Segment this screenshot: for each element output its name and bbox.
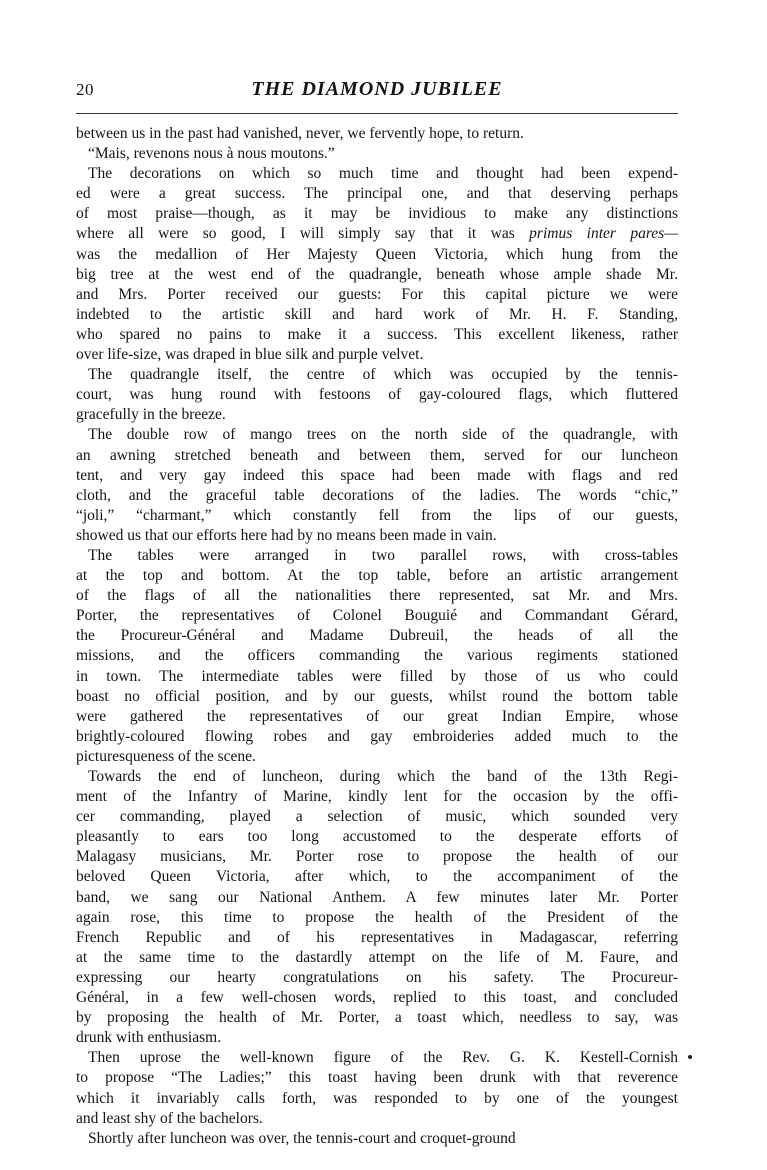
- page-header: [76, 74, 678, 104]
- text-line: Then uprose the well-known figure of the Rev. G. K. Kestell-Cornish: [88, 1049, 678, 1067]
- text-line: over life-size, was draped in blue silk and purple velvet.: [76, 346, 424, 364]
- text-line: The double row of mango trees on the north side of the quadrangle, with: [88, 426, 678, 444]
- text-line: French Republic and of his representatives in Madagascar, referring: [76, 928, 678, 946]
- header-rule: [76, 113, 678, 114]
- text-line: drunk with enthusiasm.: [76, 1029, 222, 1047]
- text-line: of most praise—though, as it may be invidious to make any distinctions: [76, 205, 678, 223]
- paragraph: [76, 1048, 678, 1128]
- paragraph: [76, 767, 678, 1048]
- text-line: “Mais, revenons nous à nous moutons.”: [88, 145, 335, 163]
- paragraph: [76, 365, 678, 425]
- text-line: “joli,” “charmant,” which constantly fell from the lips of our guests,: [76, 506, 678, 524]
- text-line: the Procureur-Général and Madame Dubreuil, the heads of all the: [76, 627, 678, 645]
- text-line: by proposing the health of Mr. Porter, a toast which, needless to say, was: [76, 1009, 678, 1027]
- italic-phrase: primus inter pares—: [529, 225, 678, 243]
- paragraph: [76, 164, 678, 365]
- text-line: pleasantly to ears too long accustomed to the desperate efforts of: [76, 828, 678, 846]
- text-line: showed us that our efforts here had by no means been made in vain.: [76, 526, 497, 544]
- text-line: which it invariably calls forth, was responded to by one of the youngest: [76, 1089, 678, 1107]
- text-line: at the top and bottom. At the top table, before an artistic arrangement: [76, 567, 678, 585]
- text-line: to propose “The Ladies;” this toast having been drunk with that reverence: [76, 1069, 678, 1087]
- text-line: tent, and very gay indeed this space had been made with flags and red: [76, 466, 678, 484]
- text-line: at the same time to the dastardly attempt on the life of M. Faure, and: [76, 948, 678, 966]
- paragraph: [76, 144, 678, 164]
- text-line: cer commanding, played a selection of music, which sounded very: [76, 808, 678, 826]
- text-line: ment of the Infantry of Marine, kindly lent for the occasion by the offi-: [76, 788, 678, 806]
- text-line: in town. The intermediate tables were filled by those of us who could: [76, 667, 678, 685]
- text-line: band, we sang our National Anthem. A few minutes later Mr. Porter: [76, 888, 678, 906]
- text-line: and least shy of the bachelors.: [76, 1109, 263, 1127]
- text-line: Malagasy musicians, Mr. Porter rose to propose the health of our: [76, 848, 678, 866]
- text-line: court, was hung round with festoons of gay-coloured flags, which fluttered: [76, 386, 678, 404]
- text-line: The tables were arranged in two parallel rows, with cross-tables: [88, 546, 678, 564]
- text-line: were gathered the representatives of our great Indian Empire, whose: [76, 707, 678, 725]
- text-line: missions, and the officers commanding the various regiments stationed: [76, 647, 678, 665]
- text-line: expressing our hearty congratulations on his safety. The Procureur-: [76, 968, 678, 986]
- page-number: 20: [76, 80, 94, 99]
- text-line: indebted to the artistic skill and hard work of Mr. H. F. Standing,: [76, 305, 678, 323]
- text-line: Porter, the representatives of Colonel Bouguié and Commandant Gérard,: [76, 607, 678, 625]
- text-line: brightly-coloured flowing robes and gay embroideries added much to the: [76, 727, 678, 745]
- margin-mark: [688, 1055, 692, 1059]
- text-line: picturesqueness of the scene.: [76, 747, 256, 765]
- text-line: cloth, and the graceful table decorations of the ladies. The words “chic,”: [76, 486, 678, 504]
- text-line: beloved Queen Victoria, after which, to the accompaniment of the: [76, 868, 678, 886]
- body-text: [76, 124, 678, 1149]
- text-line: boast no official position, and by our guests, whilst round the bottom table: [76, 687, 678, 705]
- text-line: was the medallion of Her Majesty Queen Victoria, which hung from the: [76, 245, 678, 263]
- text-line: The decorations on which so much time and thought had been expend-: [88, 165, 678, 183]
- paragraph: [76, 425, 678, 546]
- text-line: again rose, this time to propose the health of the President of the: [76, 908, 678, 926]
- paragraph: [76, 546, 678, 767]
- text-line: Général, in a few well-chosen words, replied to this toast, and concluded: [76, 989, 678, 1007]
- text-line: and Mrs. Porter received our guests: For this capital picture we were: [76, 285, 678, 303]
- text-line: where all were so good, I will simply say that it was primus inter pares—: [76, 225, 678, 243]
- text-line: gracefully in the breeze.: [76, 406, 226, 424]
- text-line: who spared no pains to make it a success. This excellent likeness, rather: [76, 325, 678, 343]
- paragraph: [76, 1129, 678, 1149]
- text-line: of the flags of all the nationalities there represented, sat Mr. and Mrs.: [76, 587, 678, 605]
- text-line: The quadrangle itself, the centre of which was occupied by the tennis-: [88, 366, 678, 384]
- text-line: between us in the past had vanished, never, we fervently hope, to return.: [76, 125, 524, 142]
- text-line: big tree at the west end of the quadrangle, beneath whose ample shade Mr.: [76, 265, 678, 283]
- text-line: Shortly after luncheon was over, the tennis-court and croquet-ground: [88, 1129, 516, 1147]
- running-title: THE DIAMOND JUBILEE: [251, 78, 503, 100]
- text-line: an awning stretched beneath and between them, served for our luncheon: [76, 446, 678, 464]
- text-line: ed were a great success. The principal one, and that deserving perhaps: [76, 185, 678, 203]
- text-line: Towards the end of luncheon, during which the band of the 13th Regi-: [88, 768, 678, 785]
- paragraph: [76, 124, 678, 144]
